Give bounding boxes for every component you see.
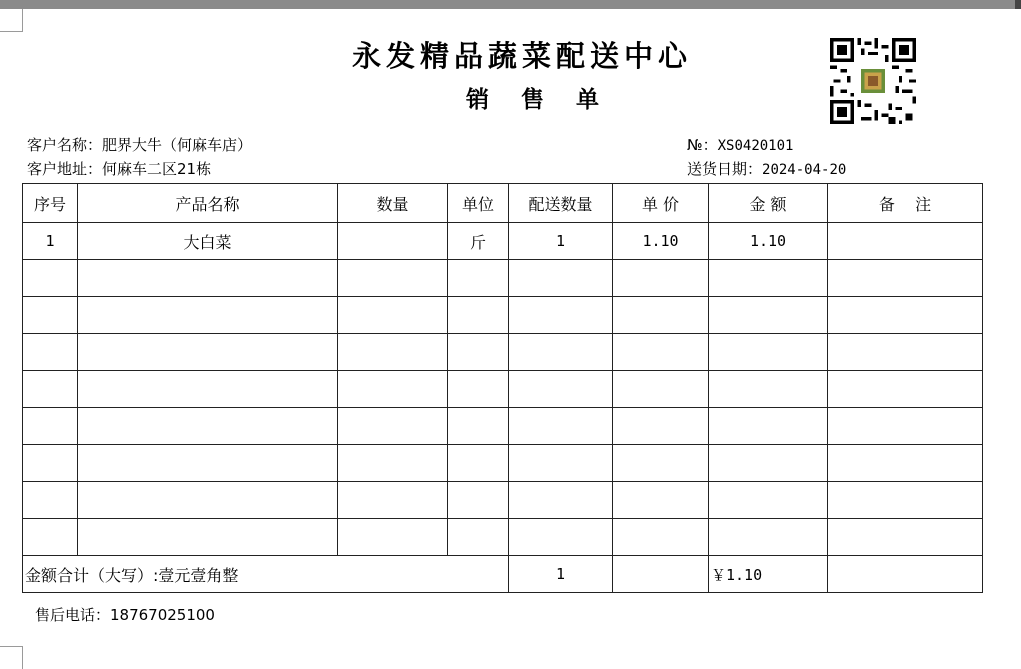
header-index: 序号 bbox=[23, 184, 78, 223]
table-cell: 斤 bbox=[448, 223, 509, 260]
table-cell bbox=[338, 297, 448, 334]
table-cell bbox=[78, 334, 338, 371]
total-amount: ￥1.10 bbox=[709, 556, 828, 593]
table-cell bbox=[613, 260, 709, 297]
table-row bbox=[23, 371, 983, 408]
table-cell bbox=[23, 334, 78, 371]
table-cell bbox=[338, 260, 448, 297]
table-cell bbox=[828, 482, 983, 519]
header-unit: 单位 bbox=[448, 184, 509, 223]
window-top-bar-edge bbox=[1015, 0, 1021, 9]
table-cell bbox=[78, 260, 338, 297]
total-amount-in-words: 金额合计（大写）:壹元壹角整 bbox=[23, 556, 509, 593]
table-cell bbox=[448, 371, 509, 408]
table-cell bbox=[78, 482, 338, 519]
qr-code-icon bbox=[830, 38, 916, 124]
customer-name-line bbox=[27, 134, 252, 155]
table-header-row bbox=[23, 184, 983, 223]
table-cell bbox=[338, 519, 448, 556]
table-cell bbox=[613, 371, 709, 408]
table-row bbox=[23, 223, 983, 260]
delivery-date-line bbox=[687, 158, 846, 179]
table-cell bbox=[709, 371, 828, 408]
table-cell bbox=[613, 482, 709, 519]
header-unit-price: 单 价 bbox=[613, 184, 709, 223]
table-total-row bbox=[23, 556, 983, 593]
table-cell bbox=[78, 371, 338, 408]
table-cell bbox=[338, 334, 448, 371]
window-top-bar bbox=[0, 0, 1021, 9]
table-cell bbox=[613, 519, 709, 556]
table-cell bbox=[509, 371, 613, 408]
customer-name-label: 客户名称： bbox=[27, 136, 103, 154]
table-cell bbox=[78, 408, 338, 445]
table-cell bbox=[509, 408, 613, 445]
table-cell bbox=[828, 260, 983, 297]
delivery-date-label: 送货日期： bbox=[687, 160, 763, 178]
table-cell: 1.10 bbox=[709, 223, 828, 260]
table-cell bbox=[709, 445, 828, 482]
table-row bbox=[23, 519, 983, 556]
table-cell bbox=[23, 297, 78, 334]
table-cell bbox=[509, 445, 613, 482]
table-row bbox=[23, 482, 983, 519]
table-cell bbox=[709, 297, 828, 334]
table-cell bbox=[828, 519, 983, 556]
customer-name: 肥界大牛（何麻车店） bbox=[102, 136, 253, 154]
header-remarks: 备 注 bbox=[828, 184, 983, 223]
after-sales-phone: 售后电话：18767025100 bbox=[35, 606, 215, 624]
table-row bbox=[23, 260, 983, 297]
sales-table bbox=[22, 183, 983, 593]
table-cell bbox=[613, 297, 709, 334]
table-cell bbox=[509, 297, 613, 334]
table-cell bbox=[828, 297, 983, 334]
total-empty-cell bbox=[613, 556, 709, 593]
table-cell bbox=[23, 445, 78, 482]
table-cell bbox=[338, 371, 448, 408]
table-cell bbox=[709, 408, 828, 445]
header-product: 产品名称 bbox=[78, 184, 338, 223]
table-cell bbox=[828, 408, 983, 445]
table-row bbox=[23, 297, 983, 334]
table-cell bbox=[23, 260, 78, 297]
table-cell: 1 bbox=[23, 223, 78, 260]
table-cell bbox=[828, 371, 983, 408]
header-delivered-qty: 配送数量 bbox=[509, 184, 613, 223]
table-cell: 大白菜 bbox=[78, 223, 338, 260]
customer-address: 何麻车二区21栋 bbox=[102, 160, 212, 178]
table-cell bbox=[78, 297, 338, 334]
header-amount: 金 额 bbox=[709, 184, 828, 223]
table-cell bbox=[448, 482, 509, 519]
table-cell bbox=[448, 297, 509, 334]
table-cell bbox=[338, 482, 448, 519]
table-cell bbox=[23, 519, 78, 556]
table-cell bbox=[448, 519, 509, 556]
table-cell bbox=[448, 260, 509, 297]
table-cell bbox=[828, 334, 983, 371]
table-cell bbox=[23, 482, 78, 519]
page-corner-mark-bottom bbox=[0, 646, 23, 669]
table-cell bbox=[448, 408, 509, 445]
table-cell bbox=[448, 445, 509, 482]
table-cell bbox=[23, 408, 78, 445]
table-cell bbox=[338, 223, 448, 260]
table-cell bbox=[613, 408, 709, 445]
customer-address-label: 客户地址： bbox=[27, 160, 103, 178]
table-cell bbox=[509, 519, 613, 556]
delivery-date: 2024-04-20 bbox=[762, 162, 847, 178]
table-row bbox=[23, 334, 983, 371]
table-row bbox=[23, 408, 983, 445]
table-cell bbox=[709, 260, 828, 297]
table-cell bbox=[828, 223, 983, 260]
table-cell bbox=[23, 371, 78, 408]
table-cell bbox=[338, 408, 448, 445]
table-cell bbox=[78, 445, 338, 482]
table-cell bbox=[709, 482, 828, 519]
order-number: XS0420101 bbox=[717, 138, 794, 154]
table-cell bbox=[338, 445, 448, 482]
table-cell bbox=[78, 519, 338, 556]
page-corner-mark-top bbox=[0, 9, 23, 32]
company-title: 永发精品蔬菜配送中心 bbox=[352, 39, 693, 73]
table-cell bbox=[448, 334, 509, 371]
total-remarks-cell bbox=[828, 556, 983, 593]
table-cell bbox=[509, 260, 613, 297]
table-row bbox=[23, 445, 983, 482]
table-cell: 1 bbox=[509, 223, 613, 260]
customer-address-line bbox=[27, 158, 211, 179]
total-quantity: 1 bbox=[509, 556, 613, 593]
table-cell bbox=[613, 445, 709, 482]
table-cell bbox=[709, 519, 828, 556]
table-body bbox=[23, 223, 983, 556]
header-quantity: 数量 bbox=[338, 184, 448, 223]
table-cell: 1.10 bbox=[613, 223, 709, 260]
table-cell bbox=[828, 445, 983, 482]
document-subtitle: 销 售 单 bbox=[466, 86, 612, 113]
table-cell bbox=[509, 334, 613, 371]
order-number-label: №： bbox=[687, 136, 718, 154]
table-cell bbox=[509, 482, 613, 519]
table-cell bbox=[709, 334, 828, 371]
order-number-line bbox=[687, 134, 793, 155]
table-cell bbox=[613, 334, 709, 371]
